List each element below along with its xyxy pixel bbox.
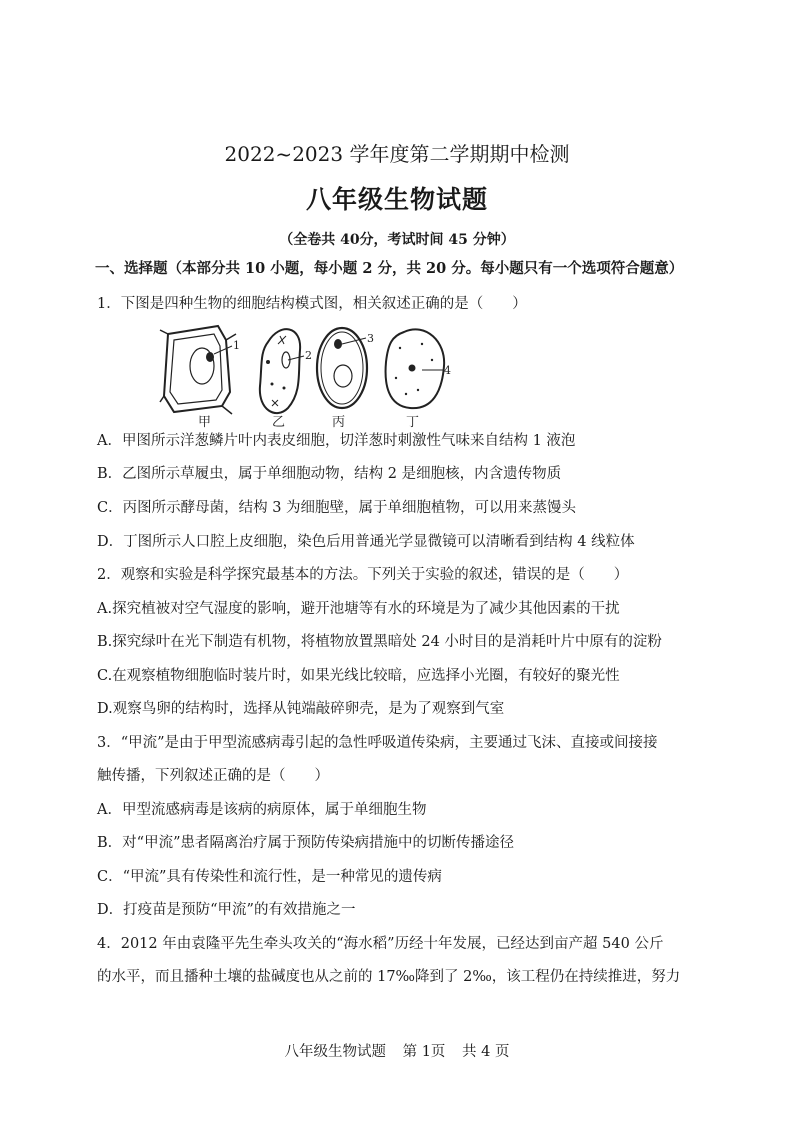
question-3-stem-line2: 触传播，下列叙述正确的是（ ） [97, 768, 329, 784]
footer-subject: 八年级生物试题 [284, 1044, 386, 1060]
question-3-stem-line1: 3．“甲流”是由于甲型流感病毒引起的急性呼吸道传染病，主要通过飞沫、直接或间接接 [97, 735, 658, 751]
page-footer [0, 1040, 794, 1061]
question-2-option-c: C.在观察植物细胞临时装片时，如果光线比较暗，应选择小光圈，有较好的聚光性 [97, 668, 620, 684]
figure-label-ding: 丁 [406, 415, 420, 430]
question-1-option-c: C．丙图所示酵母菌，结构 3 为细胞壁，属于单细胞植物，可以用来蒸馒头 [97, 500, 577, 516]
question-3-option-a: A．甲型流感病毒是该病的病原体，属于单细胞生物 [97, 802, 427, 818]
question-4-line1: 4．2012 年由袁隆平先生牵头攻关的“海水稻”历经十年发展，已经达到亩产超 540 公斤 [97, 936, 664, 952]
callout-4: 4 [444, 364, 451, 377]
plant-cell-diagram [160, 326, 240, 430]
question-1-option-b: B．乙图所示草履虫，属于单细胞动物，结构 2 是细胞核，内含遗传物质 [97, 466, 562, 482]
question-2-option-b: B.探究绿叶在光下制造有机物，将植物放置黑暗处 24 小时目的是消耗叶片中原有的淀粉 [97, 634, 662, 650]
question-1-option-d: D．丁图所示人口腔上皮细胞，染色后用普通光学显微镜可以清晰看到结构 4 线粒体 [97, 534, 635, 550]
section-heading: 一、选择题（本部分共 10 小题，每小题 2 分，共 20 分。每小题只有一个选项符合题意） [95, 260, 684, 277]
question-3-option-d: D．打疫苗是预防“甲流”的有效措施之一 [97, 902, 356, 918]
figure-label-jia: 甲 [198, 415, 212, 430]
callout-2: 2 [305, 349, 312, 362]
question-3-option-b: B．对“甲流”患者隔离治疗属于预防传染病措施中的切断传播途径 [97, 835, 514, 851]
paramecium-diagram [260, 329, 312, 430]
subject-title: 八年级生物试题 [305, 185, 488, 214]
question-2-option-d: D.观察鸟卵的结构时，选择从钝端敲碎卵壳，是为了观察到气室 [97, 701, 505, 717]
question-3-option-c: C．“甲流”具有传染性和流行性，是一种常见的遗传病 [97, 869, 442, 885]
yeast-cell-diagram [317, 328, 374, 430]
figure-label-yi: 乙 [272, 415, 286, 430]
exam-title: 2022~2023 学年度第二学期期中检测 [224, 142, 570, 166]
footer-total-pages: 共 4 页 [462, 1044, 510, 1060]
exam-note: （全卷共 40分，考试时间 45 分钟） [279, 232, 515, 248]
question-2-option-a: A.探究植被对空气湿度的影响，避开池塘等有水的环境是为了减少其他因素的干扰 [97, 601, 620, 617]
figure-label-bing: 丙 [332, 415, 346, 430]
question-1-option-a: A．甲图所示洋葱鳞片叶内表皮细胞，切洋葱时刺激性气味来自结构 1 液泡 [97, 433, 576, 449]
cell-diagram-figure [160, 322, 450, 430]
question-2-stem: 2．观察和实验是科学探究最基本的方法。下列关于实验的叙述，错误的是（ ） [97, 567, 629, 583]
callout-3: 3 [367, 332, 374, 345]
footer-page-number: 第 1页 [402, 1044, 446, 1060]
callout-1: 1 [233, 339, 240, 352]
question-4-line2: 的水平，而且播种土壤的盐碱度也从之前的 17‰降到了 2‰，该工程仍在持续推进，努力 [97, 969, 681, 985]
question-1-stem: 1．下图是四种生物的细胞结构模式图，相关叙述正确的是（ ） [97, 296, 527, 312]
epithelial-cell-diagram [386, 329, 451, 430]
